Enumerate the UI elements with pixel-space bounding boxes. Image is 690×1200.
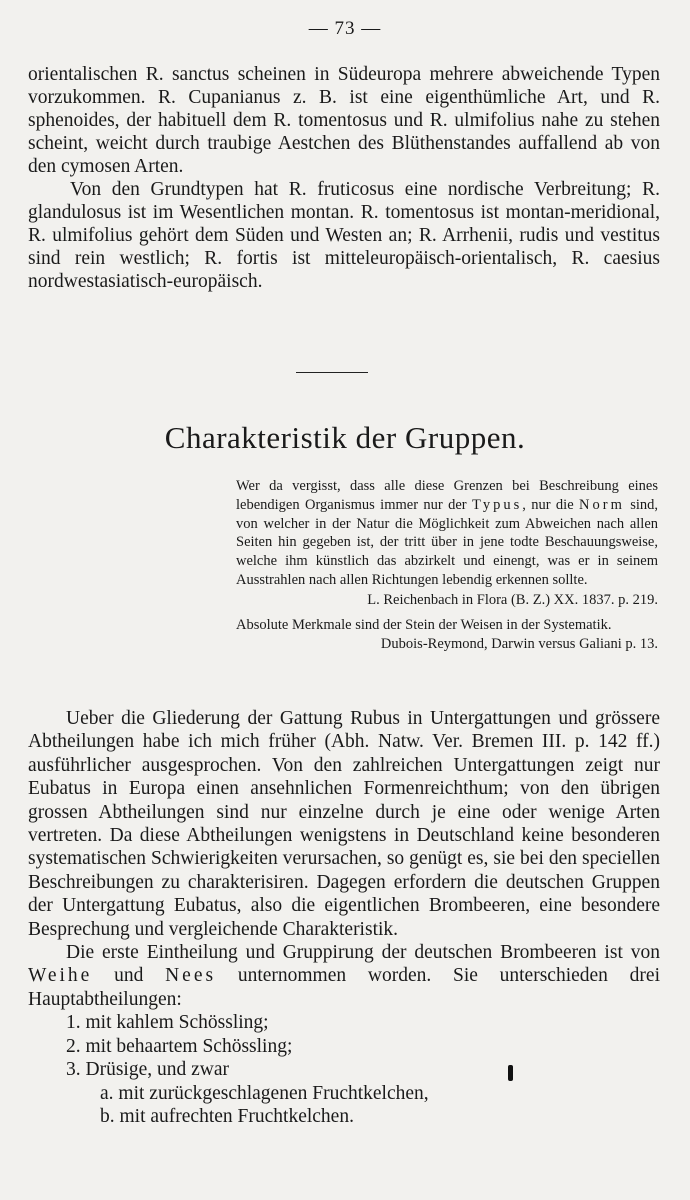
sub-list-item: a. mit zurückgeschlagenen Fruchtkelchen,	[100, 1082, 429, 1104]
body-paragraph-1: Ueber die Gliederung der Gattung Rubus in Untergattungen und grössere Abtheilungen habe ich mich früher (Abh. Natw. Ver. Bremen III. p. 142 ff.) ausführlicher ausgesprochen. Von den zahlreichen Untergattungen zeigt nur Eubatus in Europa einen ansehnlichen Formenreichthum; von den übrigen grossen Abtheilungen sind nur einzelne durch je eine oder wenige Arten vertreten. Da diese Abtheilungen wenigstens in Deutschland keine besonderen systematischen Schwierigkeiten verursachen, so genügt es, sie bei den speciellen Beschreibungen zu charakterisiren. Dagegen erfordern die deutschen Gruppen der Untergattung Eubatus, also die eigentlichen Brombeeren, eine besondere Besprechung und vergleichende Charakteristik.	[28, 708, 660, 940]
section-divider	[296, 372, 368, 373]
section-title: Charakteristik der Gruppen.	[164, 420, 526, 455]
author-weihe: Weihe	[28, 965, 93, 987]
list-item: 3. Drüsige, und zwar	[66, 1059, 229, 1081]
epigraph-quote-1: Wer da vergisst, dass alle diese Grenzen bei Beschreibung eines lebendigen Organismus immer nur der Typus, nur die Norm sind, von welcher in der Natur die Möglichkeit zum Abweichen nach allen Seiten hin gegeben ist, der tritt über in jene todte Beschauungsweise, welche ihm künstlich das abzirkelt und einengt, was er in seinem Ausstrahlen nach allen Richtungen lebendig erkennen sollte.	[236, 478, 659, 588]
sub-list-item: b. mit aufrechten Fruchtkelchen.	[100, 1105, 354, 1127]
epigraph-quote-2: Absolute Merkmale sind der Stein der Weisen in der Systematik.	[236, 616, 612, 633]
epigraph-source-1: L. Reichenbach in Flora (B. Z.) XX. 1837. p. 219.	[367, 591, 658, 608]
emphasis-typus: Typus	[471, 496, 523, 513]
body-paragraph-2: Die erste Eintheilung und Gruppirung der deutschen Brombeeren ist von Weihe und Nees unternommen worden. Sie unterschieden drei Hauptabtheilungen:	[28, 942, 660, 1010]
intro-text	[28, 63, 660, 293]
epigraph	[236, 477, 658, 654]
epigraph-source-2: Dubois-Reymond, Darwin versus Galiani p. 13.	[380, 636, 658, 653]
main-text	[28, 707, 660, 1128]
page-number: — 73 —	[308, 18, 382, 39]
intro-paragraph-2: Von den Grundtypen hat R. fruticosus eine nordische Verbreitung; R. glandulosus ist im Wesentlichen montan. R. tomentosus ist montan-meridional, R. ulmifolius gehört dem Süden und Westen an; R. Arrhenii, rudis und vestitus sind rein westlich; R. fortis ist mitteleuropäisch-orientalisch, R. caesius nordwestasiatisch-europäisch.	[28, 179, 660, 292]
ink-blot	[508, 1065, 513, 1081]
emphasis-norm: Norm	[579, 496, 625, 513]
author-nees: Nees	[165, 965, 217, 987]
intro-paragraph-1: orientalischen R. sanctus scheinen in Südeuropa mehrere abweichende Typen vorzukommen. R. Cupanianus z. B. ist eine eigenthümliche Art, und R. sphenoides, der habituell dem R. tomentosus und R. ulmifolius nahe zu stehen scheint, weicht durch traubige Aestchen des Blüthenstandes auffallend ab von den cymosen Arten.	[28, 64, 660, 177]
list-item: 1. mit kahlem Schössling;	[66, 1012, 269, 1034]
list-item: 2. mit behaartem Schössling;	[66, 1035, 293, 1057]
